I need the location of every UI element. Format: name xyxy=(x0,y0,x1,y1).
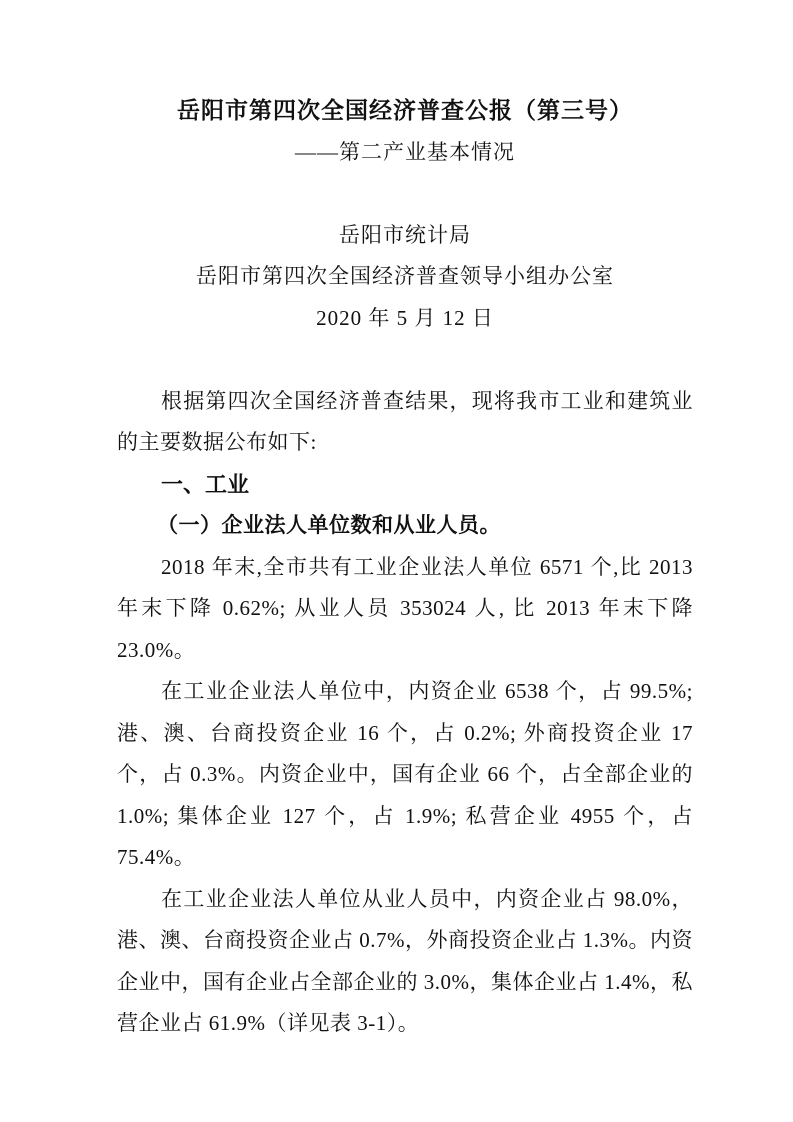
publish-date: 2020 年 5 月 12 日 xyxy=(316,305,494,330)
byline-census-leading-group-office: 岳阳市第四次全国经济普查领导小组办公室 xyxy=(196,264,614,288)
doc-title: 岳阳市第四次全国经济普查公报（第三号） xyxy=(177,98,633,123)
paragraph-employment-composition: 在工业企业法人单位从业人员中，内资企业占 98.0%，港、澳、台商投资企业占 0.7%，外商投资企业占 1.3%。内资企业中，国有企业占全部企业的 3.0%，集体企业占 1.4%，私营企业占 61.9%（详见表 3-1）。 xyxy=(117,886,693,1035)
byline-block xyxy=(117,215,693,340)
byline-statistics-bureau: 岳阳市统计局 xyxy=(339,222,471,247)
subsection-heading-units-and-employees: （一）企业法人单位数和从业人员。 xyxy=(157,513,501,537)
body-block xyxy=(117,381,693,1045)
section-heading-industry: 一、工业 xyxy=(161,471,250,497)
intro-paragraph: 根据第四次全国经济普查结果，现将我市工业和建筑业的主要数据公布如下: xyxy=(117,388,693,454)
paragraph-industry-units: 2018 年末,全市共有工业企业法人单位 6571 个,比 2013 年末下降 0.62%; 从业人员 353024 人, 比 2013 年末下降 23.0%。 xyxy=(117,554,693,662)
doc-subtitle: ——第二产业基本情况 xyxy=(295,139,515,164)
paragraph-enterprise-composition: 在工业企业法人单位中，内资企业 6538 个，占 99.5%; 港、澳、台商投资企业 16 个，占 0.2%; 外商投资企业 17 个，占 0.3%。内资企业中，国有企业 66 个，占全部企业的 1.0%; 集体企业 127 个，占 1.9%; 私营企业 4955 个，占 75.4%。 xyxy=(117,679,693,869)
